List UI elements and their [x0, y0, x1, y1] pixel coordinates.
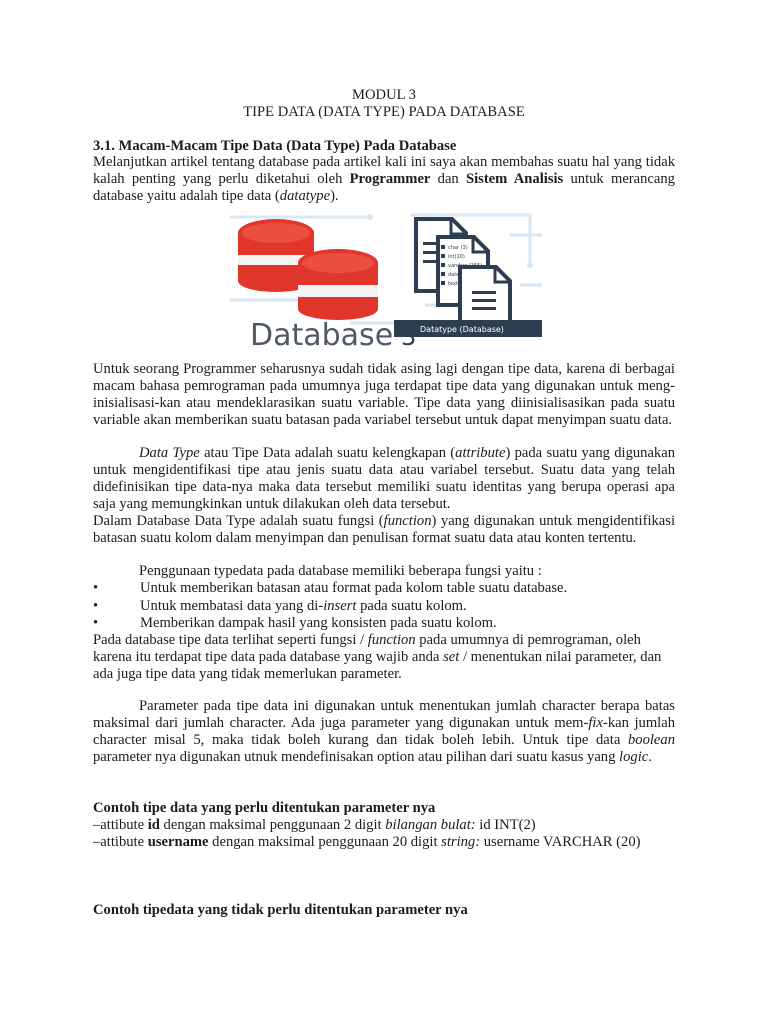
database-illustration: [230, 205, 542, 348]
document-page: MODUL 3 TIPE DATA (DATA TYPE) PADA DATABASE 3.1. Macam-Macam Tipe Data (Data Type) Pada Database Melanjutkan artikel tentang database pada artikel kali ini saya akan membahas suatu hal yang tidak kalah penting yang perlu diketahui oleh Programmer dan Sistem Analisis untuk merancang database yaitu adalah tipe data (datatype). char (3) int(10) varchar (255) date text Database 3 Datatype (Database) Untuk seorang Programmer seharusnya sudah tidak asing lagi dengan tipe data, karena di berbagai macam bahasa pemrograman pada umumnya juga terdapat tipe data yang digunakan untuk meng-inisialisasi-kan atau mendeklarasikan suatu variable. Tipe data yang diinisialisasikan pada suatu variable akan memberikan suatu batasan pada variabel tersebut untuk dapat menyimpan suatu data. Data Type atau Tipe Data adalah suatu kelengkapan (attribute) pada suatu yang digunakan untuk mengidentifikasi tipe atau jenis suatu data atau variabel tersebut. Suatu data yang telah didefinisikan tipe data-nya maka data tersebut memiliki suatu identitas yang berupa operasi apa saja yang memungkinkan untuk dilakukan oleh data tersebut. Dalam Database Data Type adalah suatu fungsi (function) yang digunakan untuk mengidentifikasi batasan suatu kolom dalam menyimpan dan penulisan format suatu data atau konten tertentu. Penggunaan typedata pada database memiliki beberapa fungsi yaitu : • Untuk memberikan batasan atau format pada kolom table suatu database. • Untuk membatasi data yang di-insert pada suatu kolom. • Memberikan dampak hasil yang konsisten pada suatu kolom. Pada database tipe data terlihat seperti fungsi / function pada umumnya di pemrograman, oleh karena itu terdapat tipe data pada database yang wajib anda set / menentukan nilai parameter, dan ada juga tipe data yang tidak memerlukan parameter. Parameter pada tipe data ini digunakan untuk menentukan jumlah character berapa batas maksimal dari jumlah character. Ada juga parameter yang digunakan untuk mem-fix-kan jumlah character misal 5, maka tidak boleh kurang dan tidak boleh lebih. Untuk tipe data boolean parameter nya digunakan utnuk mendefinisakan option atau pilihan dari suatu kasus yang logic. Contoh tipe data yang perlu ditentukan parameter nya –attibute id dengan maksimal penggunaan 2 digit bilangan bulat: id INT(2) –attibute username dengan maksimal penggunaan 20 digit string: username VARCHAR (20) Contoh tipedata yang tidak perlu ditentukan parameter nya: [93, 87, 676, 918]
example-heading-1: Contoh tipe data yang perlu ditentukan parameter nya: [93, 800, 436, 816]
example-line-2: –attibute username dengan maksimal penggunaan 20 digit string: username VARCHAR (20): [93, 834, 641, 850]
paragraph-4: Penggunaan typedata pada database memiliki beberapa fungsi yaitu :: [139, 563, 542, 579]
doc-line: date: [448, 272, 460, 278]
paragraph-6: Parameter pada tipe data ini digunakan untuk menentukan jumlah character berapa batas maksimal dari jumlah character. Ada juga parameter yang digunakan untuk mem-fix-kan jumlah character misal 5, maka tidak boleh kurang dan tidak boleh lebih. Untuk tipe data boolean parameter nya digunakan utnuk mendefinisakan option atau pilihan dari suatu kasus yang logic.: [93, 698, 676, 765]
figure-label: Database: [250, 318, 394, 348]
section-heading: 3.1. Macam-Macam Tipe Data (Data Type) Pada Database: [93, 138, 457, 154]
paragraph-2: Data Type atau Tipe Data adalah suatu kelengkapan (attribute) pada suatu yang digunakan untuk mengidentifikasi tipe atau jenis suatu data atau variabel tersebut. Suatu data yang telah didefinisikan tipe data-nya maka data tersebut memiliki suatu identitas yang berupa operasi apa saja yang memungkinkan untuk dilakukan oleh data tersebut.: [93, 445, 676, 512]
database-figure: [230, 205, 542, 348]
cylinder-icon: [298, 249, 378, 320]
intro-paragraph: Melanjutkan artikel tentang database pada artikel kali ini saya akan membahas suatu hal yang tidak kalah penting yang perlu diketahui oleh Programmer dan Sistem Analisis untuk merancang database yaitu adalah tipe data (datatype).: [93, 154, 675, 204]
document-icon: [460, 267, 510, 323]
module-label: MODUL 3: [352, 87, 416, 103]
bullet-icon: •: [93, 615, 99, 631]
paragraph-1: Untuk seorang Programmer seharusnya sudah tidak asing lagi dengan tipe data, karena di berbagai macam bahasa pemrograman pada umumnya juga terdapat tipe data yang digunakan untuk meng-inisialisasi-kan atau mendeklarasikan suatu variable. Tipe data yang diinisialisasikan pada suatu variable akan memberikan suatu batasan pada variabel tersebut untuk dapat menyimpan suatu data.: [93, 361, 675, 428]
example-line-1: –attibute id dengan maksimal penggunaan 2 digit bilangan bulat: id INT(2): [93, 817, 536, 833]
example-heading-2: Contoh tipedata yang tidak perlu ditentukan parameter nya: [93, 902, 468, 918]
paragraph-5: Pada database tipe data terlihat seperti fungsi / function pada umumnya di pemrograman, oleh karena itu terdapat tipe data pada database yang wajib anda set / menentukan nilai parameter, dan ada juga tipe data yang tidak memerlukan parameter.: [93, 632, 662, 682]
bullet-icon: •: [93, 598, 99, 614]
doc-line: text: [448, 281, 458, 287]
document-title: TIPE DATA (DATA TYPE) PADA DATABASE: [243, 104, 525, 120]
figure-caption: Datatype (Database): [420, 325, 504, 334]
figure-number: 3: [401, 323, 417, 348]
bullet-icon: •: [93, 580, 99, 596]
doc-line: int(10): [448, 254, 465, 260]
doc-line: char (3): [448, 245, 468, 251]
doc-line: varchar (255): [448, 263, 483, 269]
paragraph-3: Dalam Database Data Type adalah suatu fungsi (function) yang digunakan untuk mengidentifikasi batasan suatu kolom dalam menyimpan dan penulisan format suatu data atau konten tertentu.: [93, 513, 676, 546]
